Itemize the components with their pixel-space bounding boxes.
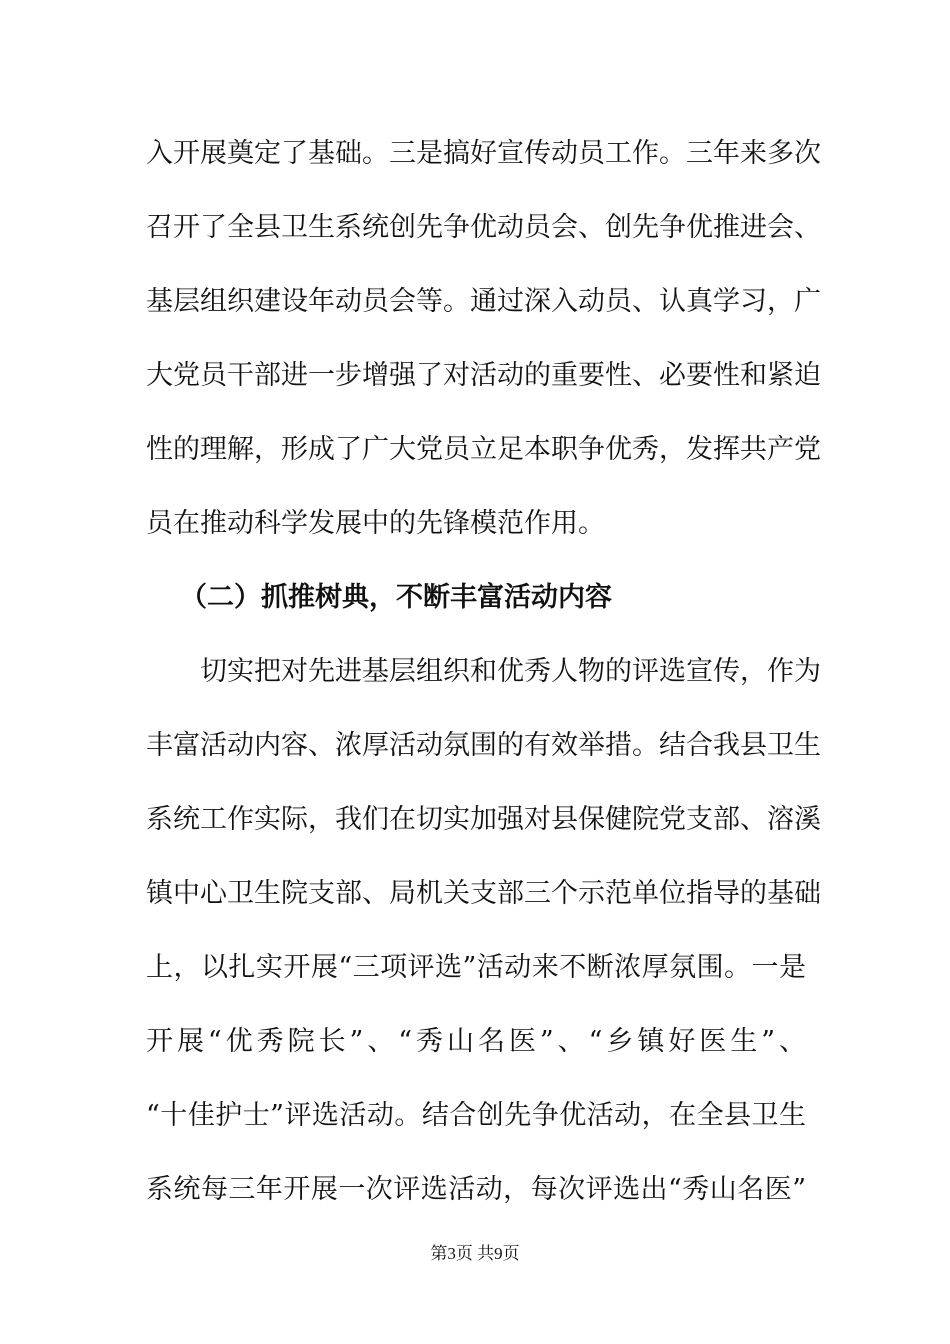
paragraph-line: 上，以扎实开展“三项评选”活动来不断浓厚氛围。一是 [146,952,806,983]
paragraph-line: 镇中心卫生院支部、局机关支部三个示范单位指导的基础 [146,878,821,909]
paragraph-line: 系统每三年开展一次评选活动，每次评选出“秀山名医” [146,1174,806,1205]
page-number-footer: 第3页 共9页 [430,1244,520,1263]
paragraph-line: 大党员干部进一步增强了对活动的重要性、必要性和紧迫 [146,360,821,391]
paragraph-line: 丰富活动内容、浓厚活动氛围的有效举措。结合我县卫生 [146,730,821,761]
paragraph-line: 召开了全县卫生系统创先争优动员会、创先争优推进会、 [146,212,821,243]
paragraph-line: 入开展奠定了基础。三是搞好宣传动员工作。三年来多次 [146,138,821,169]
paragraph-line: 性的理解，形成了广大党员立足本职争优秀，发挥共产党 [146,434,821,465]
paragraph-line: 基层组织建设年动员会等。通过深入动员、认真学习，广 [146,286,821,317]
section-heading: （二）抓推树典，不断丰富活动内容 [180,582,612,613]
paragraph-line: 开展“优秀院长”、“秀山名医”、“乡镇好医生”、 [146,1026,806,1057]
paragraph-line: 切实把对先进基层组织和优秀人物的评选宣传，作为 [200,656,821,687]
paragraph-line: “十佳护士”评选活动。结合创先争优活动，在全县卫生 [146,1100,806,1131]
paragraph-line: 员在推动科学发展中的先锋模范作用。 [146,508,605,539]
paragraph-line: 系统工作实际，我们在切实加强对县保健院党支部、溶溪 [146,804,821,835]
